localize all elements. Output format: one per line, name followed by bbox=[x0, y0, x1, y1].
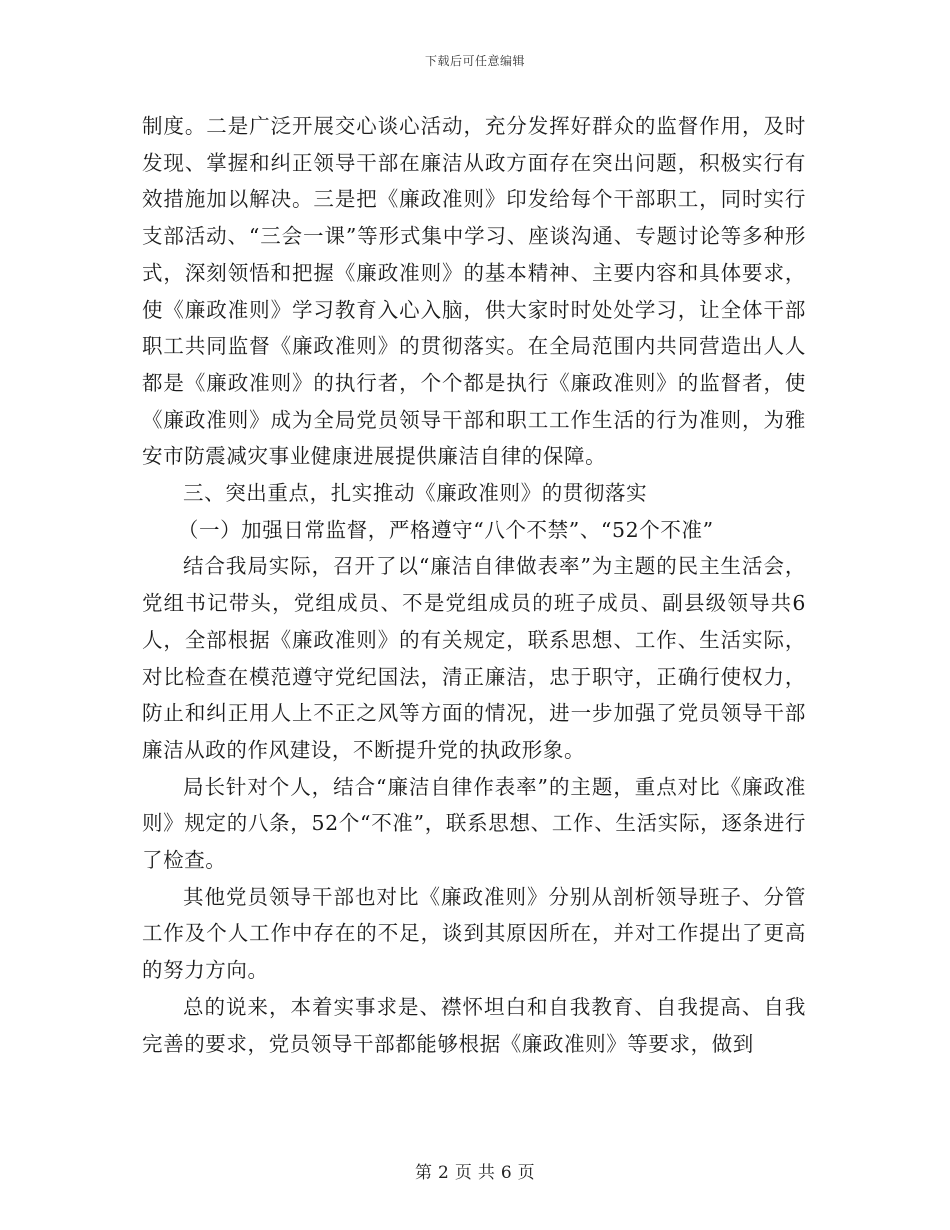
paragraph: 局长针对个人，结合“廉洁自律作表率”的主题，重点对比《廉政准则》规定的八条，52个“不准”，联系思想、工作、生活实际，逐条进行了检查。 bbox=[142, 774, 806, 873]
header-note: 下载后可任意编辑 bbox=[424, 54, 525, 68]
page-number: 第 2 页 共 6 页 bbox=[415, 1163, 535, 1183]
paragraph-continuation: 制度。二是广泛开展交心谈心活动，充分发挥好群众的监督作用，及时发现、掌握和纠正领导干部在廉洁从政方面存在突出问题，积极实行有效措施加以解决。三是把《廉政准则》印发给每个干部职工，同时实行支部活动、“三会一课”等形式集中学习、座谈沟通、专题讨论等多种形式，深刻领悟和把握《廉政准则》的基本精神、主要内容和具体要求，使《廉政准则》学习教育入心入脑，供大家时时处处学习，让全体干部职工共同监督《廉政准则》的贯彻落实。在全局范围内共同营造出人人都是《廉政准则》的执行者，个个都是执行《廉政准则》的监督者，使《廉政准则》成为全局党员领导干部和职工工作生活的行为准则，为雅安市防震减灾事业健康进展提供廉洁自律的保障。 bbox=[142, 114, 806, 469]
paragraph: 结合我局实际，召开了以“廉洁自律做表率”为主题的民主生活会，党组书记带头，党组成员、不是党组成员的班子成员、副县级领导共6人，全部根据《廉政准则》的有关规定，联系思想、工作、生活实际，对比检查在模范遵守党纪国法，清正廉洁，忠于职守，正确行使权力，防止和纠正用人上不正之风等方面的情况，进一步加强了党员领导干部廉洁从政的作风建设，不断提升党的执政形象。 bbox=[142, 554, 806, 762]
subsection-heading: （一）加强日常监督，严格遵守“八个不禁”、“52个不准” bbox=[177, 517, 714, 542]
paragraph: 其他党员领导干部也对比《廉政准则》分别从剖析领导班子、分管工作及个人工作中存在的不足，谈到其原因所在，并对工作提出了更高的努力方向。 bbox=[142, 884, 806, 983]
paragraph: 总的说来，本着实事求是、襟怀坦白和自我教育、自我提高、自我完善的要求，党员领导干部都能够根据《廉政准则》等要求，做到 bbox=[142, 994, 806, 1056]
section-heading: 三、突出重点，扎实推动《廉政准则》的贯彻落实 bbox=[183, 481, 648, 506]
body-text bbox=[142, 108, 806, 1062]
